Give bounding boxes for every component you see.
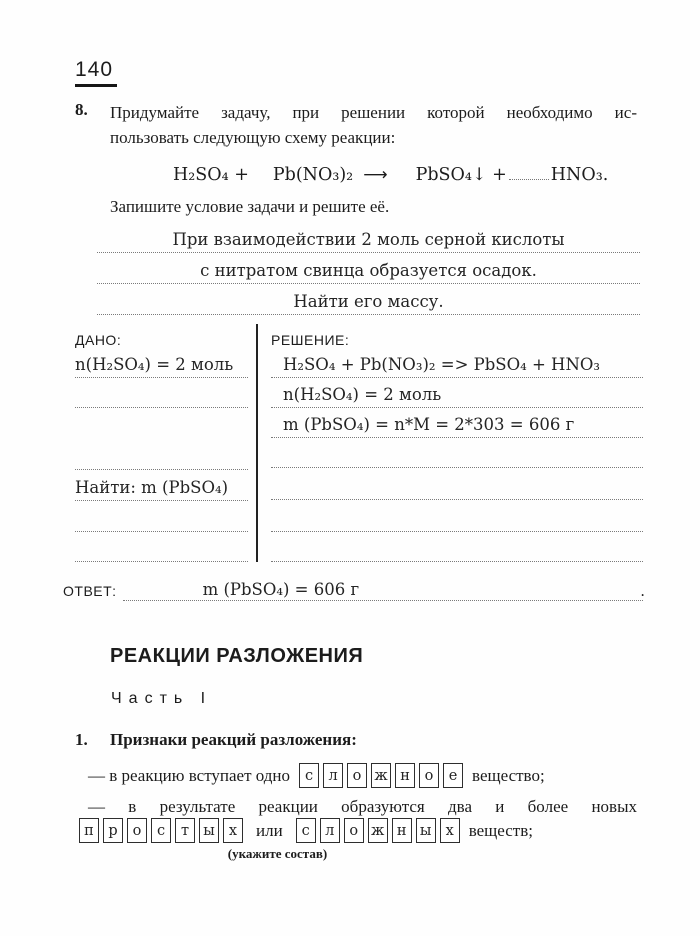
letter-box: п [79, 818, 99, 843]
section-title: РЕАКЦИИ РАЗЛОЖЕНИЯ [110, 645, 364, 667]
task-1-number: 1. [75, 730, 88, 749]
letter-box: р [103, 818, 123, 843]
coefficient-blank [509, 165, 549, 180]
condition-line: Найти его массу. [97, 284, 640, 315]
answer-period: . [640, 582, 645, 600]
task-1 [75, 730, 637, 750]
letter-box: х [223, 818, 243, 843]
letter-box: ж [371, 763, 391, 788]
bullet-1-prefix: — в реакцию вступает одно [88, 765, 291, 785]
letter-boxes-prostykh [77, 818, 245, 843]
answer-value: m (PbSO₄) = 606 г [202, 580, 360, 599]
letter-box: с [151, 818, 171, 843]
answer-field [123, 574, 643, 601]
reaction-scheme [173, 165, 608, 185]
blank-line [271, 468, 643, 500]
solution-line: H₂SO₄ + Pb(NO₃)₂ => PbSO₄ + HNO₃ [271, 348, 643, 378]
task-8-prompt [110, 100, 637, 150]
letter-box: л [323, 763, 343, 788]
condition-line: с нитратом свинца образуется осадок. [97, 253, 640, 284]
letter-box: н [395, 763, 415, 788]
letter-box: н [392, 818, 412, 843]
letter-box: е [443, 763, 463, 788]
letter-boxes-slozhnoe [297, 763, 465, 788]
task-8-instruction: Запишите условие задачи и решите её. [110, 197, 390, 216]
letter-box: о [419, 763, 439, 788]
blank-line [271, 500, 643, 532]
blank-line [271, 438, 643, 468]
task-1-title: Признаки реакций разложения: [110, 730, 357, 749]
task-8 [75, 100, 637, 150]
section-part: Часть I [111, 690, 213, 707]
answer-label: ОТВЕТ: [63, 583, 117, 599]
blank-line [75, 408, 248, 470]
letter-box: ы [199, 818, 219, 843]
condition-lines [97, 222, 640, 315]
letter-box: ж [368, 818, 388, 843]
letter-box: о [347, 763, 367, 788]
given-column [68, 324, 258, 562]
task-8-prompt-line2: пользовать следующую схему реакции: [110, 128, 396, 147]
task-1-bullet-3 [77, 818, 637, 843]
letter-box: с [299, 763, 319, 788]
given-label: ДАНО: [75, 332, 122, 348]
task-8-prompt-line1: Придумайте задачу, при решении которой необходимо ис- [110, 103, 637, 122]
product-pbso4: PbSO₄↓ + [415, 165, 507, 185]
letter-box: с [296, 818, 316, 843]
reaction-arrow: ⟶ [363, 165, 388, 185]
reagent-pbno32: Pb(NO₃)₂ [272, 165, 354, 185]
composition-caption: (укажите состав) [227, 846, 328, 861]
blank-line [75, 378, 248, 408]
condition-line: При взаимодействии 2 моль серной кислоты [97, 222, 640, 253]
task-1-bullet-2: — в результате реакции образуются два и более новых [88, 797, 637, 816]
solution-column [258, 324, 643, 562]
blank-line [75, 532, 248, 562]
solution-label: РЕШЕНИЕ: [271, 332, 350, 348]
page-number: 140 [75, 58, 117, 87]
solution-line: n(H₂SO₄) = 2 моль [271, 378, 643, 408]
blank-line [271, 532, 643, 562]
bullet-3-middle: или [256, 820, 283, 840]
letter-box: о [344, 818, 364, 843]
given-value: n(H₂SO₄) = 2 моль [75, 348, 248, 378]
bullet-1-suffix: вещество; [472, 765, 545, 785]
letter-box: л [320, 818, 340, 843]
given-solution-table [68, 324, 643, 562]
letter-boxes-slozhnykh [294, 818, 462, 843]
solution-line: m (PbSO₄) = n*M = 2*303 = 606 г [271, 408, 643, 438]
task-1-bullet-1 [88, 763, 637, 788]
product-hno3: HNO₃. [550, 165, 609, 185]
answer-row [63, 574, 643, 601]
letter-box: ы [416, 818, 436, 843]
letter-box: т [175, 818, 195, 843]
letter-box: о [127, 818, 147, 843]
letter-box: х [440, 818, 460, 843]
task-8-number: 8. [75, 100, 88, 119]
bullet-3-suffix: веществ; [468, 820, 533, 840]
find-value: Найти: m (PbSO₄) [75, 470, 248, 501]
reagent-h2so4: H₂SO₄ + [173, 165, 249, 185]
blank-line [75, 501, 248, 532]
